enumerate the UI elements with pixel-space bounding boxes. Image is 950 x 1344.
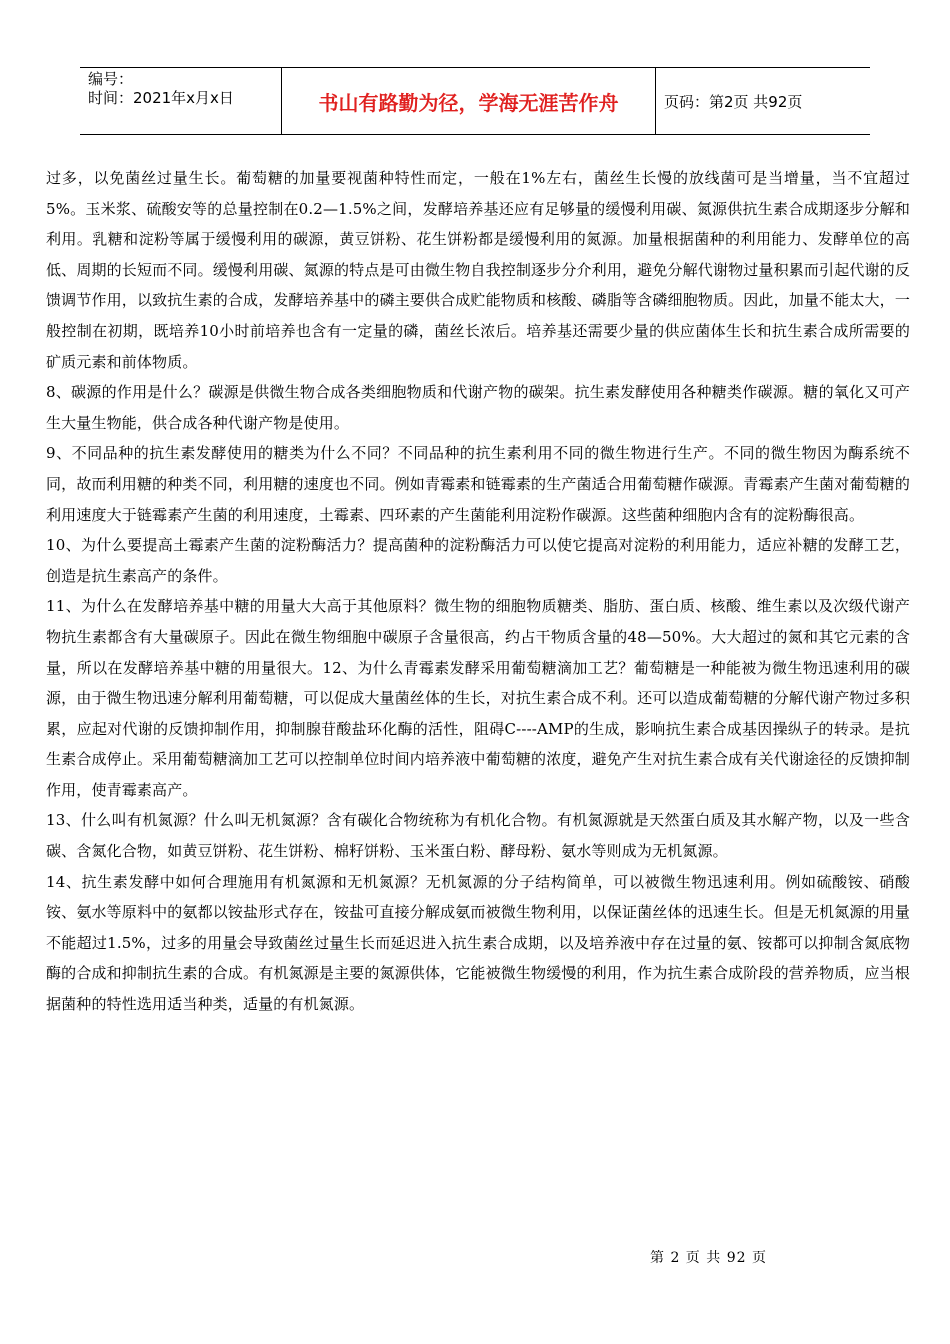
header-page-cell xyxy=(656,68,870,134)
motto-text: 书山有路勤为径，学海无涯苦作舟 xyxy=(318,90,619,115)
page-footer xyxy=(650,1247,767,1267)
document-header xyxy=(80,67,870,135)
document-body xyxy=(46,163,910,1020)
page-info-text: 页码：第2页 共92页 xyxy=(664,92,803,111)
document-time-label: 时间：2021年x月x日 xyxy=(88,89,234,107)
header-motto-cell xyxy=(282,68,656,134)
paragraph-q14: 14、抗生素发酵中如何合理施用有机氮源和无机氮源？无机氮源的分子结构简单，可以被微生物迅速利用。例如硫酸铵、硝酸铵、氨水等原料中的氨都以铵盐形式存在，铵盐可直接分解成氨而被微生物利用，以保证菌丝体的迅速生长。但是无机氮源的用量不能超过1.5%，过多的用量会导致菌丝过量生长而延迟进入抗生素合成期，以及培养液中存在过量的氨、铵都可以抑制含氮底物酶的合成和抑制抗生素的合成。有机氮源是主要的氮源供体，它能被微生物缓慢的利用，作为抗生素合成阶段的营养物质，应当根据菌种的特性选用适当种类，适量的有机氮源。 xyxy=(46,872,910,1014)
header-meta-cell xyxy=(80,68,282,134)
paragraph-intro: 过多，以免菌丝过量生长。葡萄糖的加量要视菌种特性而定，一般在1%左右，菌丝生长慢的放线菌可是当增量，当不宜超过5%。玉米浆、硫酸安等的总量控制在0.2—1.5%之间，发酵培养基还应有足够量的缓慢利用碳、氮源供抗生素合成期逐步分解和利用。乳糖和淀粉等属于缓慢利用的碳源，黄豆饼粉、花生饼粉都是缓慢利用的氮源。加量根据菌种的利用能力、发酵单位的高低、周期的长短而不同。缓慢利用碳、氮源的特点是可由微生物自我控制逐步分介利用，避免分解代谢物过量积累而引起代谢的反馈调节作用，以致抗生素的合成，发酵培养基中的磷主要供合成贮能物质和核酸、磷脂等含磷细胞物质。因此，加量不能太大，一般控制在初期，既培养10小时前培养也含有一定量的磷，菌丝长浓后。培养基还需要少量的供应菌体生长和抗生素合成所需要的矿质元素和前体物质。 xyxy=(46,169,910,371)
paragraph-q11-q12: 11、为什么在发酵培养基中糖的用量大大高于其他原料？微生物的细胞物质糖类、脂肪、蛋白质、核酸、维生素以及次级代谢产物抗生素都含有大量碳原子。因此在微生物细胞中碳原子含量很高，约占干物质含量的48—50%。大大超过的氮和其它元素的含量，所以在发酵培养基中糖的用量很大。12、为什么青霉素发酵采用葡萄糖滴加工艺？葡萄糖是一种能被为微生物迅速利用的碳源，由于微生物迅速分解利用葡萄糖，可以促成大量菌丝体的生长，对抗生素合成不利。还可以造成葡萄糖的分解代谢产物过多积累，应起对代谢的反馈抑制作用，抑制腺苷酸盐环化酶的活性，阻碍C----AMP的生成，影响抗生素合成基因操纵子的转录。是抗生素合成停止。采用葡萄糖滴加工艺可以控制单位时间内培养液中葡萄糖的浓度，避免产生对抗生素合成有关代谢途径的反馈抑制作用，使青霉素高产。 xyxy=(46,597,910,799)
paragraph-q13: 13、什么叫有机氮源？什么叫无机氮源？含有碳化合物统称为有机化合物。有机氮源就是天然蛋白质及其水解产物，以及一些含碳、含氮化合物，如黄豆饼粉、花生饼粉、棉籽饼粉、玉米蛋白粉、酵母粉、氨水等则成为无机氮源。 xyxy=(46,811,910,861)
footer-page-number: 第 2 页 共 92 页 xyxy=(650,1250,767,1266)
paragraph-q10: 10、为什么要提高土霉素产生菌的淀粉酶活力？提高菌种的淀粉酶活力可以使它提高对淀粉的利用能力，适应补糖的发酵工艺，创造是抗生素高产的条件。 xyxy=(46,536,910,585)
document-number-label: 编号： xyxy=(88,70,134,88)
paragraph-q9: 9、不同品种的抗生素发酵使用的糖类为什么不同？不同品种的抗生素利用不同的微生物进行生产。不同的微生物因为酶系统不同，故而利用糖的种类不同，利用糖的速度也不同。例如青霉素和链霉素的生产菌适合用葡萄糖作碳源。青霉素产生菌对葡萄糖的利用速度大于链霉素产生菌的利用速度，土霉素、四环素的产生菌能利用淀粉作碳源。这些菌种细胞内含有的淀粉酶很高。 xyxy=(46,444,910,524)
paragraph-q8: 8、碳源的作用是什么？碳源是供微生物合成各类细胞物质和代谢产物的碳架。抗生素发酵使用各种糖类作碳源。糖的氧化又可产生大量生物能，供合成各种代谢产物是使用。 xyxy=(46,383,910,432)
